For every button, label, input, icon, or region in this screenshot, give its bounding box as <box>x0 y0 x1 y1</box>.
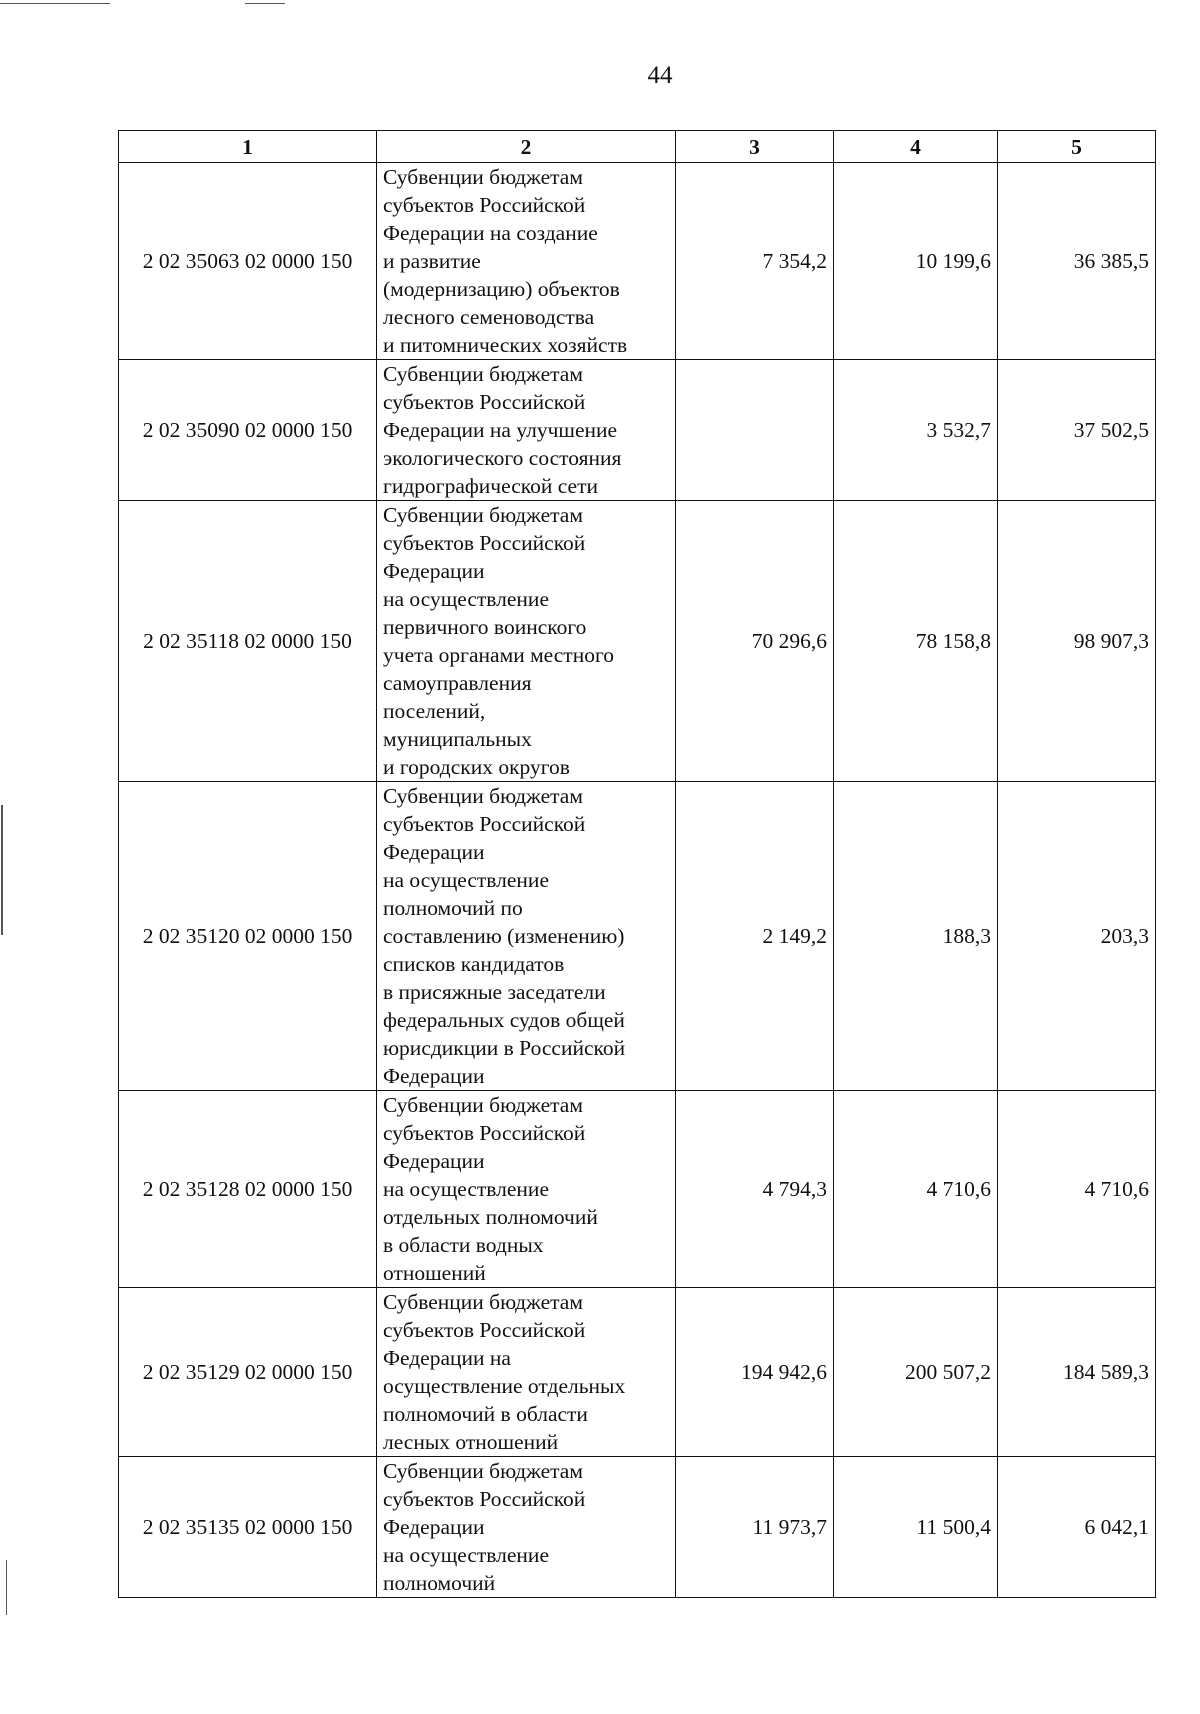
description-cell <box>377 1457 676 1598</box>
description-line: самоуправления <box>383 671 532 695</box>
description-line: Субвенции бюджетам <box>383 165 583 189</box>
budget-code-cell: 2 02 35118 02 0000 150 <box>119 501 377 782</box>
description-line: в области водных <box>383 1233 544 1257</box>
amount-col-5: 37 502,5 <box>998 360 1156 501</box>
budget-code-cell: 2 02 35128 02 0000 150 <box>119 1091 377 1288</box>
table-row <box>119 1288 1156 1457</box>
amount-col-5: 4 710,6 <box>998 1091 1156 1288</box>
amount-col-4: 11 500,4 <box>834 1457 998 1598</box>
description-line: субъектов Российской <box>383 1121 586 1145</box>
amount-col-3: 11 973,7 <box>676 1457 834 1598</box>
amount-col-3 <box>676 360 834 501</box>
header-col-4: 4 <box>834 131 998 163</box>
description-line: первичного воинского <box>383 615 587 639</box>
budget-table <box>118 130 1156 1598</box>
header-col-3: 3 <box>676 131 834 163</box>
description-line: гидрографической сети <box>383 474 598 498</box>
description-line: полномочий по <box>383 896 523 920</box>
amount-col-3: 4 794,3 <box>676 1091 834 1288</box>
description-line: и питомнических хозяйств <box>383 333 628 357</box>
amount-col-4: 4 710,6 <box>834 1091 998 1288</box>
amount-col-5: 36 385,5 <box>998 163 1156 360</box>
budget-code-cell: 2 02 35135 02 0000 150 <box>119 1457 377 1598</box>
description-line: составлению (изменению) <box>383 924 625 948</box>
table-row <box>119 782 1156 1091</box>
description-line: субъектов Российской <box>383 193 586 217</box>
scan-artifact-left-edge <box>1 805 3 935</box>
description-line: на осуществление <box>383 868 549 892</box>
description-line: Федерации на <box>383 1346 511 1370</box>
amount-col-5: 98 907,3 <box>998 501 1156 782</box>
description-line: лесных отношений <box>383 1430 559 1454</box>
header-col-1: 1 <box>119 131 377 163</box>
description-line: субъектов Российской <box>383 1318 586 1342</box>
amount-col-5: 203,3 <box>998 782 1156 1091</box>
description-line: и развитие <box>383 249 481 273</box>
description-line: и городских округов <box>383 755 570 779</box>
amount-col-5: 6 042,1 <box>998 1457 1156 1598</box>
description-cell <box>377 782 676 1091</box>
description-cell <box>377 360 676 501</box>
description-line: списков кандидатов <box>383 952 565 976</box>
header-col-2: 2 <box>377 131 676 163</box>
table-row <box>119 360 1156 501</box>
budget-code-cell: 2 02 35129 02 0000 150 <box>119 1288 377 1457</box>
description-line: на осуществление <box>383 587 549 611</box>
description-line: полномочий <box>383 1571 496 1595</box>
description-line: Федерации на создание <box>383 221 598 245</box>
description-line: субъектов Российской <box>383 390 586 414</box>
description-line: муниципальных <box>383 727 532 751</box>
description-line: (модернизацию) объектов <box>383 277 620 301</box>
amount-col-4: 200 507,2 <box>834 1288 998 1457</box>
scan-artifact-left-edge-lower <box>6 1560 7 1615</box>
table-row <box>119 163 1156 360</box>
table-header-row <box>119 131 1156 163</box>
description-line: субъектов Российской <box>383 1487 586 1511</box>
header-col-5: 5 <box>998 131 1156 163</box>
amount-col-4: 78 158,8 <box>834 501 998 782</box>
description-line: экологического состояния <box>383 446 622 470</box>
description-cell <box>377 501 676 782</box>
description-line: на осуществление <box>383 1177 549 1201</box>
description-line: в присяжные заседатели <box>383 980 606 1004</box>
budget-code-cell: 2 02 35063 02 0000 150 <box>119 163 377 360</box>
description-cell <box>377 163 676 360</box>
description-line: Федерации <box>383 840 485 864</box>
page-number: 44 <box>647 62 673 89</box>
amount-col-3: 194 942,6 <box>676 1288 834 1457</box>
description-line: учета органами местного <box>383 643 614 667</box>
description-line: Субвенции бюджетам <box>383 1290 583 1314</box>
table-row <box>119 1457 1156 1598</box>
table-row <box>119 501 1156 782</box>
description-line: отдельных полномочий <box>383 1205 598 1229</box>
budget-code-cell: 2 02 35120 02 0000 150 <box>119 782 377 1091</box>
amount-col-3: 2 149,2 <box>676 782 834 1091</box>
description-line: осуществление отдельных <box>383 1374 626 1398</box>
description-line: Федерации <box>383 1149 485 1173</box>
description-line: полномочий в области <box>383 1402 588 1426</box>
description-line: Федерации <box>383 1515 485 1539</box>
description-line: Субвенции бюджетам <box>383 1459 583 1483</box>
description-line: Федерации на улучшение <box>383 418 618 442</box>
description-line: субъектов Российской <box>383 812 586 836</box>
description-line: Федерации <box>383 1064 485 1088</box>
description-cell <box>377 1091 676 1288</box>
description-line: отношений <box>383 1261 486 1285</box>
amount-col-3: 70 296,6 <box>676 501 834 782</box>
description-line: федеральных судов общей <box>383 1008 625 1032</box>
description-line: Субвенции бюджетам <box>383 1093 583 1117</box>
table-row <box>119 1091 1156 1288</box>
budget-code-cell: 2 02 35090 02 0000 150 <box>119 360 377 501</box>
description-line: Субвенции бюджетам <box>383 362 583 386</box>
amount-col-3: 7 354,2 <box>676 163 834 360</box>
description-line: лесного семеноводства <box>383 305 595 329</box>
amount-col-4: 10 199,6 <box>834 163 998 360</box>
amount-col-4: 188,3 <box>834 782 998 1091</box>
table-body <box>119 163 1156 1598</box>
scan-artifact-top-left <box>0 3 110 4</box>
description-line: на осуществление <box>383 1543 549 1567</box>
amount-col-5: 184 589,3 <box>998 1288 1156 1457</box>
description-line: Субвенции бюджетам <box>383 784 583 808</box>
amount-col-4: 3 532,7 <box>834 360 998 501</box>
description-line: поселений, <box>383 699 486 723</box>
description-cell <box>377 1288 676 1457</box>
scan-artifact-top-mid <box>245 3 285 4</box>
description-line: Федерации <box>383 559 485 583</box>
description-line: Субвенции бюджетам <box>383 503 583 527</box>
description-line: субъектов Российской <box>383 531 586 555</box>
description-line: юрисдикции в Российской <box>383 1036 626 1060</box>
